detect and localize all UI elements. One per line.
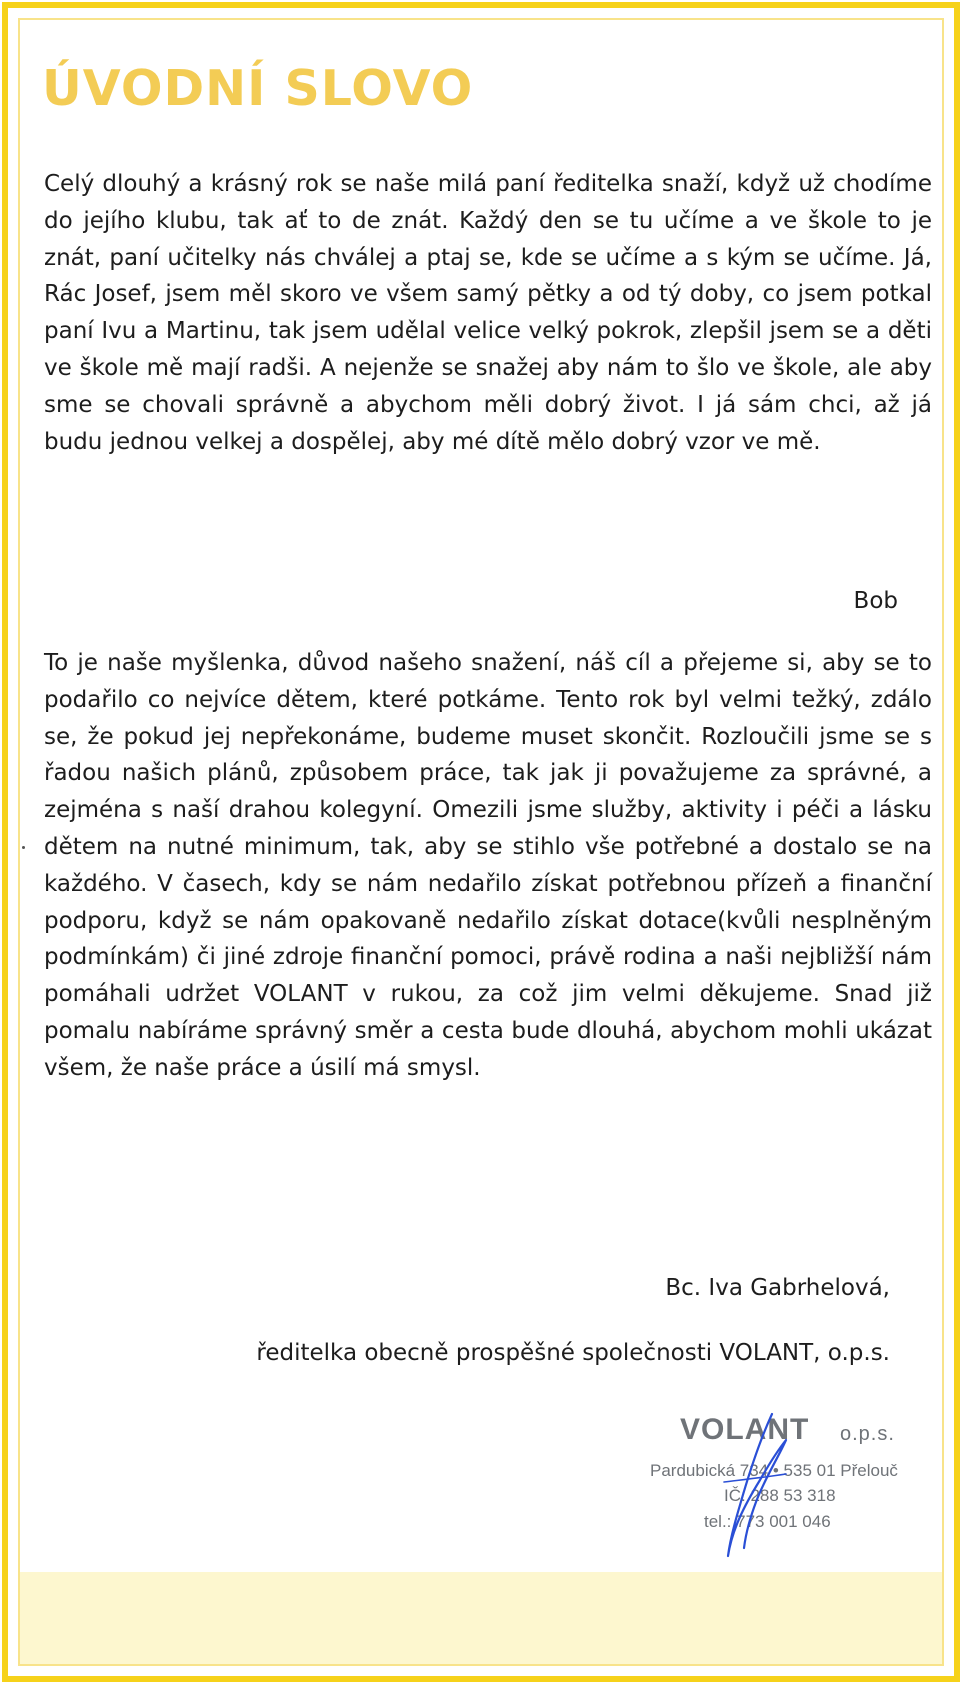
stamp-tel: tel.: 773 001 046 xyxy=(704,1512,831,1531)
stamp-name: VOLANT xyxy=(680,1413,810,1446)
page-title: ÚVODNÍ SLOVO xyxy=(42,60,474,117)
bob-signature: Bob xyxy=(853,588,898,614)
page-inner xyxy=(18,18,944,1666)
signer-title: ředitelka obecně prospěšné společnosti VOLANT, o.p.s. xyxy=(256,1340,890,1366)
intro-paragraph: Celý dlouhý a krásný rok se naše milá paní ředitelka snaží, když už chodíme do jejího klubu, tak ať to de znát. Každý den se tu učíme a ve škole to je znát, paní učitelky nás chválej a ptaj se, kde se učíme a s kým se učíme. Já, Rác Josef, jsem měl skoro ve všem samý pětky a od tý doby, co jsem potkal paní Ivu a Martinu, tak jsem udělal velice velký pokrok, zlepšil jsem se a děti ve škole mě mají radši. A nejenže se snažej aby nám to šlo ve škole, ale aby sme se chovali správně a abychom měli dobrý život. I já sám chci, až já budu jednou velkej a dospělej, aby mé dítě mělo dobrý vzor ve mě. xyxy=(44,171,932,455)
stamp-address: Pardubická 734 • 535 01 Přelouč xyxy=(650,1461,898,1480)
bottom-band xyxy=(20,1572,942,1664)
scan-speck xyxy=(22,846,25,849)
page-frame xyxy=(2,2,960,1682)
main-paragraph: To je naše myšlenka, důvod našeho snažení, náš cíl a přejeme si, aby se to podařilo co nejvíce dětem, které potkáme. Tento rok byl velmi težký, zdálo se, že pokud jej nepřekonáme, budeme muset skončit. Rozloučili jsme se s řadou našich plánů, způsobem práce, tak jak ji považujeme za správné, a zejména s naší drahou kolegyní. Omezili jsme služby, aktivity i péči a lásku dětem na nutné minimum, tak, aby se stihlo vše potřebné a dostalo se na každého. V časech, kdy se nám nedařilo získat potřebnou přízeň a finanční podporu, když se nám opakovaně nedařilo získat dotace(kvůli nesplněným podmínkám) či jiné zdroje finanční pomoci, právě rodina a naši nejbližší nám pomáhali udržet VOLANT v rukou, za což jim velmi děkujeme. Snad již pomalu nabíráme správný směr a cesta bude dlouhá, abychom mohli ukázat všem, že naše práce a úsilí má smysl. xyxy=(44,650,932,1081)
stamp-ic: IČ: 288 53 318 xyxy=(724,1486,836,1505)
stamp-suffix: o.p.s. xyxy=(840,1423,895,1445)
handwritten-signature-icon xyxy=(720,1410,800,1560)
signer-name: Bc. Iva Gabrhelová, xyxy=(665,1275,890,1301)
